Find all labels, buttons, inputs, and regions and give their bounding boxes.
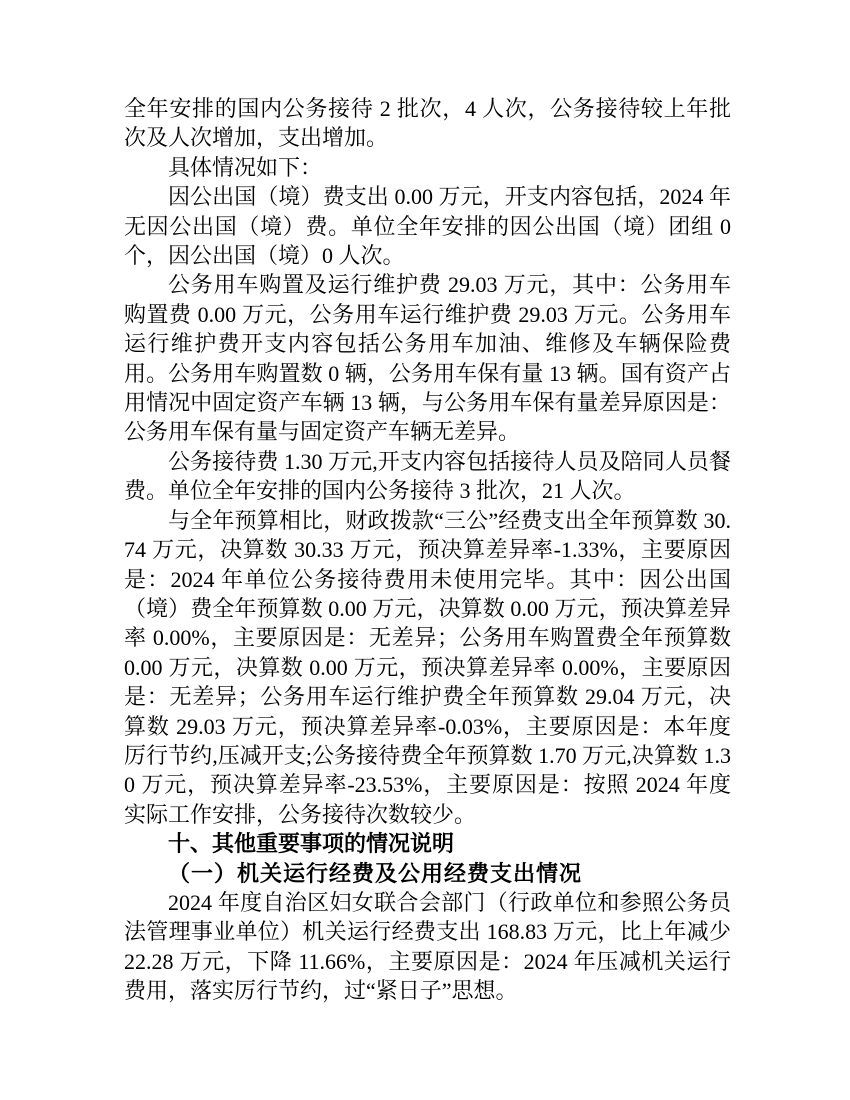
para-budget-vs-final-comparison: 与全年预算相比，财政拨款“三公”经费支出全年预算数 30.74 万元，决算数 30.33 万元，预决算差异率-1.33%，主要原因是：2024 年单位公务接待费用未使用完毕。其中：因公出国（境）费全年预算数 0.00 万元，决算数 0.00 万元，预决算差异率 0.00%，主要原因是：无差异；公务用车购置费全年预算数 0.00 万元，决算数 0.00 万元，预决算差异率 0.00%，主要原因是：无差异；公务用车运行维护费全年预算数 29.04 万元，决算数 29.03 万元，预决算差异率-0.03%，主要原因是：本年度厉行节约,压减开支;公务接待费全年预算数 1.70 万元,决算数 1.30 万元，预决算差异率-23.53%，主要原因是：按照 2024 年度实际工作安排，公务接待次数较少。 xyxy=(124,507,731,827)
para-official-reception-expense: 公务接待费 1.30 万元,开支内容包括接待人员及陪同人员餐费。单位全年安排的国内公务接待 3 批次，21 人次。 xyxy=(124,448,731,504)
para-domestic-reception-carryover: 全年安排的国内公务接待 2 批次，4 人次，公务接待较上年批次及人次增加，支出增加。 xyxy=(124,96,731,151)
para-outbound-travel-expense: 因公出国（境）费支出 0.00 万元，开支内容包括，2024 年无因公出国（境）费。单位全年安排的因公出国（境）团组 0 个，因公出国（境）0 人次。 xyxy=(124,184,731,269)
heading-subsection-one-operating-expense: （一）机关运行经费及公用经费支出情况 xyxy=(168,860,583,886)
para-official-vehicle-expense: 公务用车购置及运行维护费 29.03 万元，其中：公务用车购置费 0.00 万元，公务用车运行维护费 29.03 万元。公务用车运行维护费开支内容包括公务用车加油、维修及车辆保险费用。公务用车购置数 0 辆，公务用车保有量 13 辆。国有资产占用情况中固定资产车辆 13 辆，与公务用车保有量差异原因是：公务用车保有量与固定资产车辆无差异。 xyxy=(124,272,731,445)
document-text-block xyxy=(124,94,731,1006)
heading-section-ten-other-important-matters: 十、其他重要事项的情况说明 xyxy=(168,831,455,857)
para-details-intro: 具体情况如下： xyxy=(168,154,323,180)
para-agency-operating-expense: 2024 年度自治区妇女联合会部门（行政单位和参照公务员法管理事业单位）机关运行经费支出 168.83 万元，比上年减少 22.28 万元，下降 11.66%，主要原因是：2024 年压减机关运行费用，落实厉行节约，过“紧日子”思想。 xyxy=(124,889,731,1004)
